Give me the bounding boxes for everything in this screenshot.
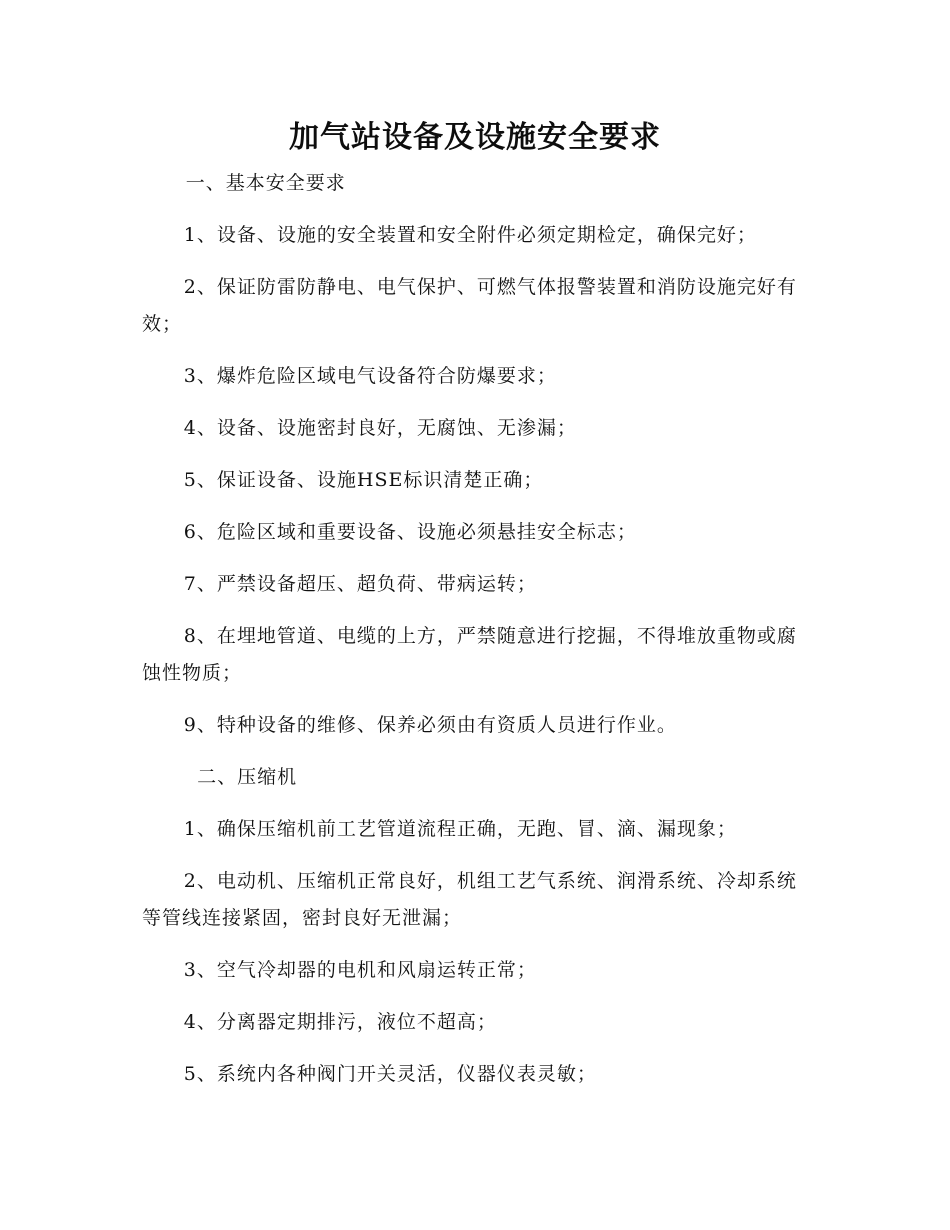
paragraph: 1、设备、设施的安全装置和安全附件必须定期检定，确保完好； xyxy=(183,224,757,246)
paragraph: 2、电动机、压缩机正常良好，机组工艺气系统、润滑系统、冷却系统等管线连接紧固，密封良好无泄漏； xyxy=(142,870,797,929)
document-title: 加气站设备及设施安全要求 xyxy=(289,120,661,155)
paragraph: 1、确保压缩机前工艺管道流程正确，无跑、冒、滴、漏现象； xyxy=(183,818,737,840)
paragraph: 5、保证设备、设施HSE标识清楚正确； xyxy=(183,469,544,491)
section-heading-compressor: 二、压缩机 xyxy=(197,766,298,788)
paragraph: 3、空气冷却器的电机和风扇运转正常； xyxy=(183,959,537,981)
paragraph: 6、危险区域和重要设备、设施必须悬挂安全标志； xyxy=(183,521,637,543)
paragraph: 4、设备、设施密封良好，无腐蚀、无渗漏； xyxy=(183,417,577,439)
paragraph: 8、在埋地管道、电缆的上方，严禁随意进行挖掘，不得堆放重物或腐蚀性物质； xyxy=(142,625,797,684)
paragraph: 3、爆炸危险区域电气设备符合防爆要求； xyxy=(183,365,557,387)
paragraph: 7、严禁设备超压、超负荷、带病运转； xyxy=(183,573,537,595)
paragraph: 2、保证防雷防静电、电气保护、可燃气体报警装置和消防设施完好有效； xyxy=(142,276,797,335)
document-body xyxy=(142,165,810,1108)
paragraph: 5、系统内各种阀门开关灵活，仪器仪表灵敏； xyxy=(183,1063,597,1085)
paragraph: 9、特种设备的维修、保养必须由有资质人员进行作业。 xyxy=(183,714,677,736)
section-heading-basic: 一、基本安全要求 xyxy=(185,172,346,194)
paragraph: 4、分离器定期排污，液位不超高； xyxy=(183,1011,497,1033)
